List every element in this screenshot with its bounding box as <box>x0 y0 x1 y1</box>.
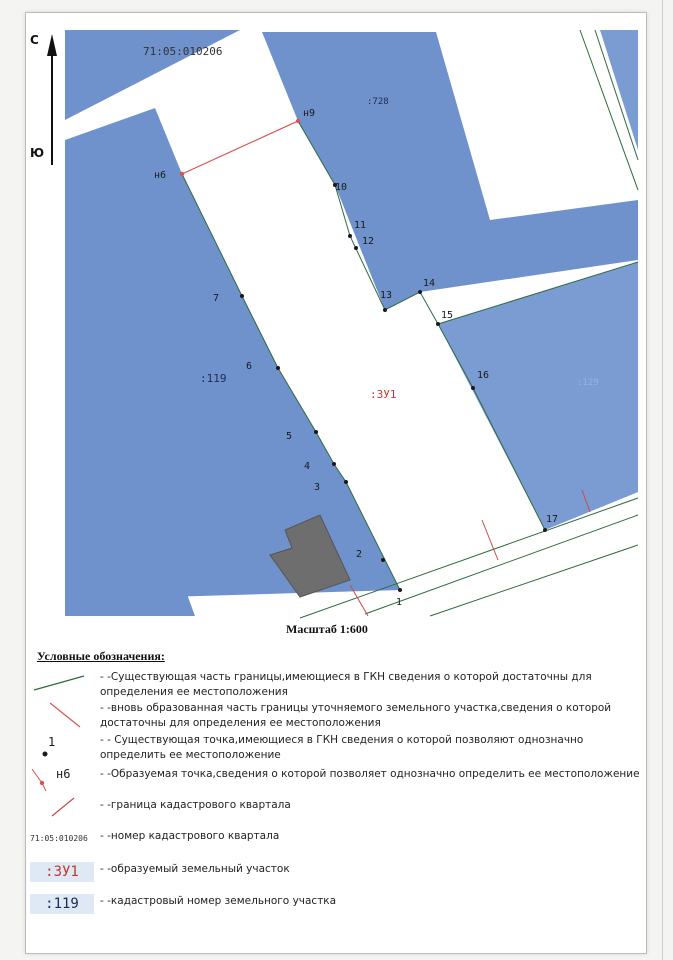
existing-point-symbol-label: 1 <box>48 735 56 749</box>
quarter-border-symbol <box>30 796 100 826</box>
compass-arrowhead-icon <box>47 34 57 56</box>
point-15 <box>436 322 440 326</box>
legend-title: Условные обозначения: <box>37 649 165 663</box>
point-17 <box>543 528 547 532</box>
legend-item-new-border <box>30 701 640 731</box>
parcel-north-corner[interactable] <box>65 30 240 120</box>
legend-text: - -номер кадастрового квартала <box>100 830 280 842</box>
legend-text: - - Существующая точка,имеющиеся в ГКН сведения о которой позволяют однозначно определить ее местоположение <box>100 734 584 761</box>
point-16 <box>471 386 475 390</box>
legend-item-forming-parcel <box>30 862 640 892</box>
point-label-2: 2 <box>356 549 363 560</box>
point-11 <box>348 234 352 238</box>
legend-text: - -образуемый земельный участок <box>100 863 290 875</box>
parcel-zu1-label: :ЗУ1 <box>370 388 397 401</box>
point-label-n9: н9 <box>303 108 316 119</box>
point-label-6: 6 <box>246 361 253 372</box>
parcel-728-label: :728 <box>367 97 389 107</box>
forming-parcel-symbol: :ЗУ1 <box>30 862 94 882</box>
legend-item-quarter-number <box>30 828 640 858</box>
point-label-3: 3 <box>314 482 321 493</box>
point-label-11: 11 <box>354 220 367 231</box>
legend-item-parcel-number <box>30 894 640 924</box>
new-point-symbol-label: н6 <box>56 767 71 781</box>
point-7 <box>240 294 244 298</box>
point-label-n6: н6 <box>154 170 167 181</box>
quarter-number-symbol <box>30 828 100 858</box>
parcel-728[interactable] <box>262 32 638 310</box>
point-13 <box>383 308 387 312</box>
existing-point-symbol <box>30 733 100 763</box>
point-label-15: 15 <box>441 310 454 321</box>
point-label-17: 17 <box>546 514 559 525</box>
point-label-10: 10 <box>335 182 348 193</box>
parcel-number-symbol: :119 <box>30 894 94 914</box>
legend-text: - -граница кадастрового квартала <box>100 799 291 811</box>
point-6 <box>276 366 280 370</box>
point-1 <box>398 588 402 592</box>
point-n9 <box>296 119 300 123</box>
point-3 <box>344 480 348 484</box>
parcel-129-label: :129 <box>577 378 599 388</box>
point-n6 <box>180 172 184 176</box>
point-label-5: 5 <box>286 431 293 442</box>
legend-item-existing-point <box>30 733 640 763</box>
new-border-symbol <box>30 701 100 731</box>
point-5 <box>314 430 318 434</box>
parcel-top-right-corner[interactable] <box>600 30 638 150</box>
point-4 <box>332 462 336 466</box>
legend-item-existing-border <box>30 670 640 700</box>
point-label-12: 12 <box>362 236 375 247</box>
point-label-4: 4 <box>304 461 311 472</box>
compass-north: С <box>30 33 39 47</box>
parcel-119-label: :119 <box>200 372 227 385</box>
point-label-1: 1 <box>396 597 403 608</box>
south-road-line-3 <box>430 545 638 616</box>
point-14 <box>418 290 422 294</box>
compass-south: Ю <box>30 146 45 160</box>
new-border <box>182 121 298 174</box>
legend-text: - -Образуемая точка,сведения о которой позволяет однозначно определить ее местоположение <box>100 768 640 780</box>
legend-text: - -кадастровый номер земельного участка <box>100 895 337 907</box>
point-label-13: 13 <box>380 290 393 301</box>
quarter-number-label: 71:05:010206 <box>143 45 223 58</box>
legend-item-quarter-border <box>30 796 640 826</box>
scale-label: Масштаб 1:600 <box>286 622 368 636</box>
point-label-16: 16 <box>477 370 490 381</box>
quarter-border-1 <box>482 520 498 560</box>
point-2 <box>381 558 385 562</box>
existing-border-symbol <box>30 670 100 700</box>
quarter-number-symbol-label: 71:05:010206 <box>30 834 88 843</box>
point-label-14: 14 <box>423 278 436 289</box>
new-point-symbol <box>30 765 100 795</box>
legend-item-new-point <box>30 765 640 795</box>
point-label-7: 7 <box>213 293 220 304</box>
legend-text: - -Существующая часть границы,имеющиеся в ГКН сведения о которой достаточны для определения ее местоположения <box>100 671 592 698</box>
south-road-line-2 <box>365 515 638 614</box>
parcel-south[interactable] <box>438 262 638 530</box>
legend-text: - -вновь образованная часть границы уточняемого земельного участка,сведения о которой достаточны для определения ее местоположения <box>100 702 612 729</box>
point-12 <box>354 246 358 250</box>
